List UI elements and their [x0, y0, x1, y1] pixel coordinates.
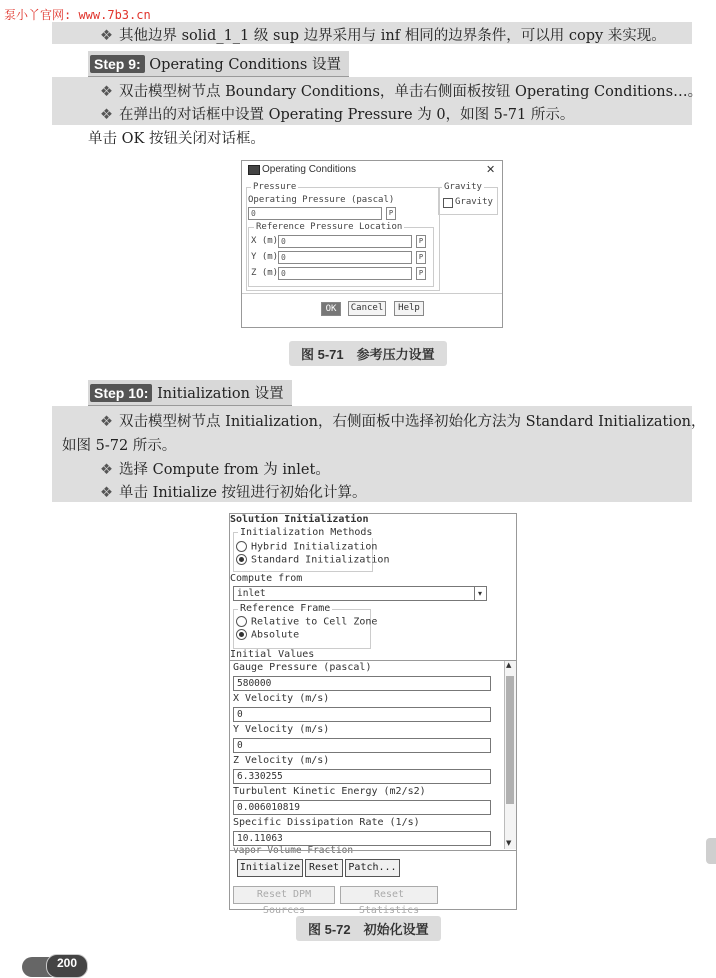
z-velocity-label: Z Velocity (m/s) — [233, 755, 330, 766]
reset-dpm-sources-button[interactable]: Reset DPM Sources — [233, 886, 335, 904]
scroll-up-icon[interactable]: ▲ — [506, 661, 512, 669]
x-parameter-button[interactable]: P — [416, 235, 426, 248]
step10-tag: Step 10: — [90, 384, 152, 402]
tke-input[interactable]: 0.006010819 — [233, 800, 491, 815]
watermark: 泵小丫官网: www.7b3.cn — [4, 8, 151, 22]
sdr-label: Specific Dissipation Rate (1/s) — [233, 817, 420, 828]
radio-icon — [236, 616, 247, 627]
reset-statistics-button[interactable]: Reset Statistics — [340, 886, 438, 904]
edge-tab — [706, 838, 716, 864]
relative-radio[interactable] — [236, 616, 377, 628]
help-button[interactable]: Help — [394, 301, 424, 316]
sdr-input[interactable]: 10.11063 — [233, 831, 491, 846]
top-line-text: 其他边界 solid_1_1 级 sup 边界采用与 inf 相同的边界条件，可以用 copy 来实现。 — [119, 28, 666, 44]
radio-selected-icon — [236, 629, 247, 640]
z-coord-input[interactable]: 0 — [278, 267, 412, 280]
step9-bullet-2 — [100, 103, 574, 124]
bullet-icon: ❖ — [100, 28, 113, 44]
z-velocity-input[interactable]: 6.330255 — [233, 769, 491, 784]
step10-bullet-text: 选择 Compute from 为 inlet。 — [119, 462, 330, 478]
operating-pressure-label: Operating Pressure (pascal) — [248, 195, 395, 205]
bullet-icon: ❖ — [100, 107, 113, 123]
bullet-icon: ❖ — [100, 414, 113, 430]
gravity-group-label: Gravity — [444, 182, 482, 192]
close-icon[interactable]: ✕ — [486, 164, 496, 176]
step9-bullet-1 — [100, 80, 702, 101]
gauge-pressure-label: Gauge Pressure (pascal) — [233, 662, 372, 673]
x-coord-label: X (m) — [251, 236, 279, 246]
app-icon — [248, 165, 260, 175]
pressure-group-label: Pressure — [253, 182, 297, 192]
step9-bullet-text: 双击模型树节点 Boundary Conditions，单击右侧面板按钮 Operating Conditions…。 — [119, 84, 703, 100]
reference-location-label: Reference Pressure Location — [256, 222, 403, 232]
page-number: 200 — [57, 956, 78, 970]
z-parameter-button[interactable]: P — [416, 267, 426, 280]
step10-heading — [88, 380, 292, 406]
top-line — [100, 24, 666, 45]
y-velocity-input[interactable]: 0 — [233, 738, 491, 753]
reference-frame-label: Reference Frame — [240, 603, 331, 614]
gauge-pressure-input[interactable]: 580000 — [233, 676, 491, 691]
x-coord-input[interactable]: 0 — [278, 235, 412, 248]
radio-icon — [236, 541, 247, 552]
tke-label: Turbulent Kinetic Energy (m2/s2) — [233, 786, 426, 797]
step9-heading — [88, 51, 349, 77]
scroll-down-icon[interactable]: ▼ — [506, 839, 512, 847]
hybrid-label: Hybrid Initialization — [251, 541, 378, 553]
x-velocity-input[interactable]: 0 — [233, 707, 491, 722]
step9-title: Operating Conditions 设置 — [149, 57, 341, 73]
step10-title: Initialization 设置 — [157, 386, 284, 402]
y-velocity-label: Y Velocity (m/s) — [233, 724, 330, 735]
initial-values-list — [230, 661, 504, 849]
gravity-checkbox-label: Gravity — [455, 197, 493, 207]
solution-initialization-panel — [229, 513, 517, 916]
radio-selected-icon — [236, 554, 247, 565]
step9-bullet-text: 在弹出的对话框中设置 Operating Pressure 为 0，如图 5-71 所示。 — [119, 107, 575, 123]
hybrid-radio[interactable] — [236, 541, 377, 553]
y-parameter-button[interactable]: P — [416, 251, 426, 264]
operating-conditions-dialog — [241, 160, 503, 328]
figure-71-caption: 图 5-71 参考压力设置 — [289, 341, 447, 366]
step10-para-line2: 如图 5-72 所示。 — [62, 438, 177, 454]
compute-from-label: Compute from — [230, 573, 303, 584]
step10-bullet-1 — [100, 458, 330, 479]
panel-title: Solution Initialization — [230, 514, 369, 525]
absolute-radio[interactable] — [236, 629, 299, 641]
step9-close-text: 单击 OK 按钮关闭对话框。 — [88, 131, 265, 147]
patch-button[interactable]: Patch... — [345, 859, 400, 877]
y-coord-label: Y (m) — [251, 252, 279, 262]
step10-bullet-2 — [100, 481, 367, 502]
initial-values-label: Initial Values — [230, 649, 315, 660]
step10-bullet-text: 单击 Initialize 按钮进行初始化计算。 — [119, 485, 367, 501]
bullet-icon: ❖ — [100, 84, 113, 100]
bullet-icon: ❖ — [100, 485, 113, 501]
standard-label: Standard Initialization — [251, 554, 390, 566]
absolute-label: Absolute — [251, 629, 300, 641]
figure-72-caption: 图 5-72 初始化设置 — [296, 916, 441, 941]
parameter-button[interactable]: P — [386, 207, 396, 220]
ok-button[interactable]: OK — [321, 302, 341, 316]
standard-radio[interactable] — [236, 554, 389, 566]
step10-para-text: 双击模型树节点 Initialization，右侧面板中选择初始化方法为 Standard Initialization， — [119, 414, 706, 430]
step9-tag: Step 9: — [90, 55, 145, 73]
reset-button[interactable]: Reset — [305, 859, 343, 877]
divider — [242, 293, 502, 294]
chevron-down-icon[interactable]: ▾ — [474, 587, 485, 600]
step10-para-line1 — [100, 410, 706, 431]
scrollbar-thumb[interactable] — [506, 676, 514, 804]
gravity-checkbox[interactable] — [443, 198, 453, 208]
dialog-title: Operating Conditions — [262, 164, 356, 175]
init-methods-label: Initialization Methods — [240, 527, 373, 538]
relative-label: Relative to Cell Zone — [251, 616, 378, 628]
operating-pressure-input[interactable]: 0 — [248, 207, 382, 220]
divider — [230, 850, 516, 851]
compute-from-select[interactable]: inlet — [233, 586, 487, 601]
z-coord-label: Z (m) — [251, 268, 279, 278]
initialize-button[interactable]: Initialize — [237, 859, 303, 877]
bullet-icon: ❖ — [100, 462, 113, 478]
cancel-button[interactable]: Cancel — [348, 301, 386, 316]
x-velocity-label: X Velocity (m/s) — [233, 693, 330, 704]
y-coord-input[interactable]: 0 — [278, 251, 412, 264]
